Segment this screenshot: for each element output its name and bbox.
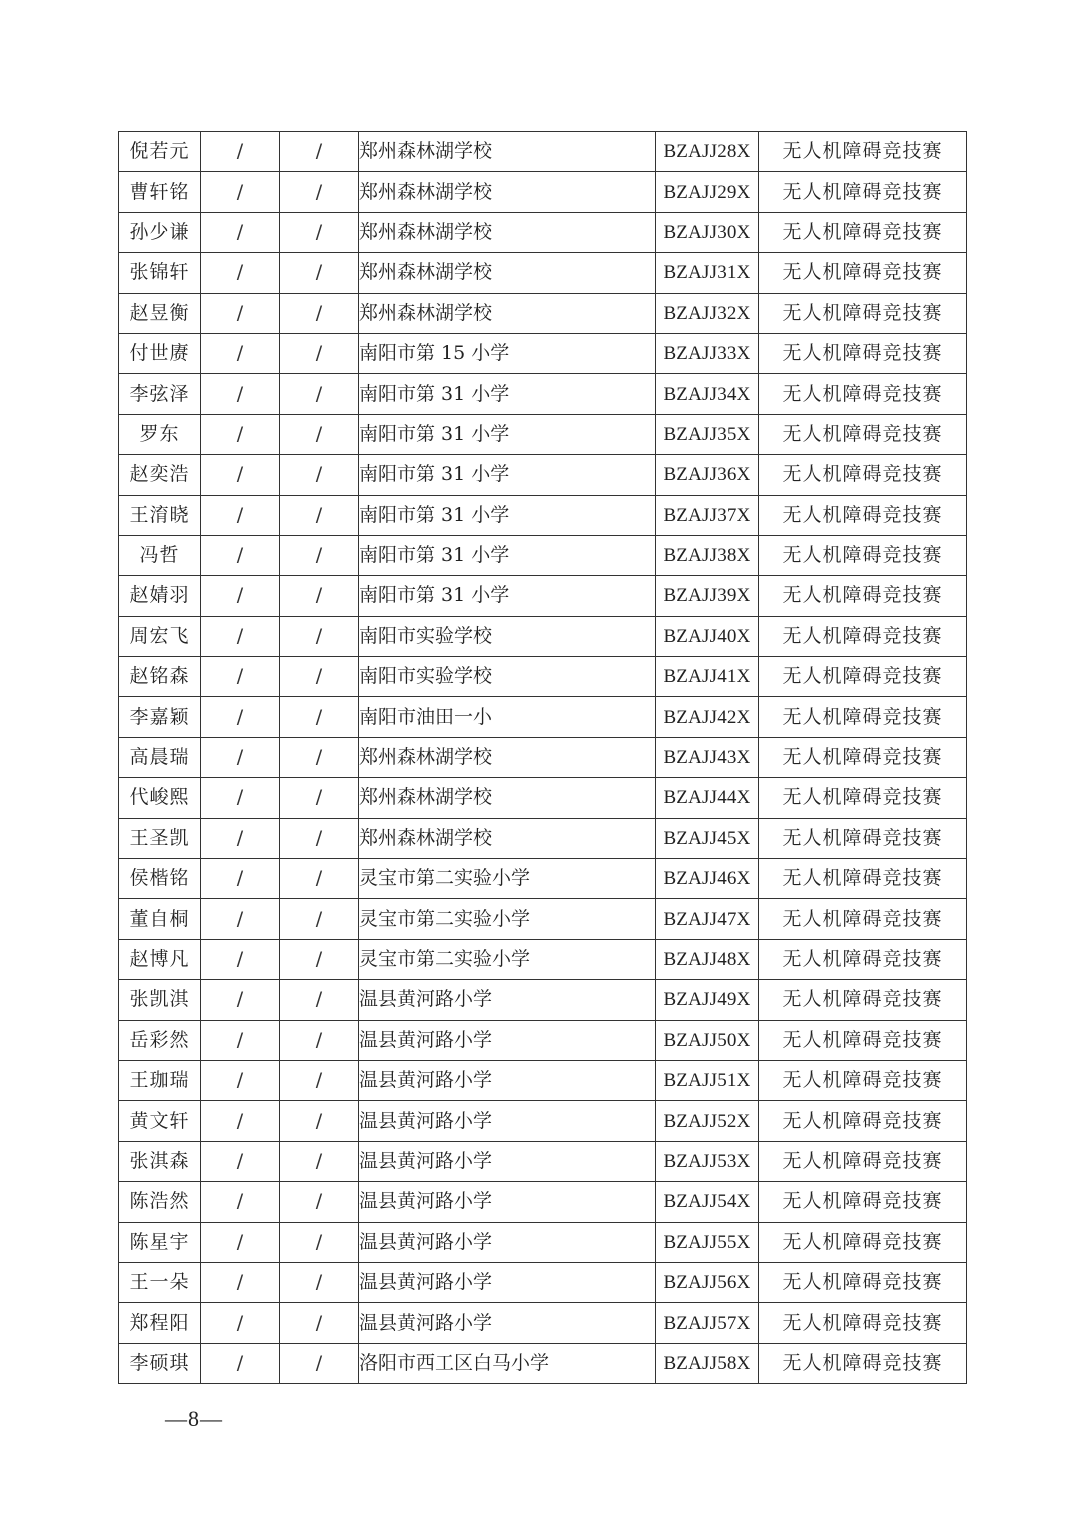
page-number: —8— — [165, 1406, 223, 1431]
empty-marker-cell: / — [201, 1182, 280, 1222]
school-name-cell: 温县黄河路小学 — [359, 1182, 656, 1222]
event-name-cell: 无人机障碍竞技赛 — [759, 374, 967, 414]
empty-marker-cell: / — [280, 1343, 359, 1383]
empty-marker-cell: / — [201, 535, 280, 575]
registration-code-cell: BZAJJ53X — [656, 1141, 759, 1181]
event-name-cell: 无人机障碍竞技赛 — [759, 1222, 967, 1262]
registration-code-cell: BZAJJ29X — [656, 172, 759, 212]
participant-name-cell: 王珈瑞 — [119, 1060, 201, 1100]
table-row — [119, 1101, 967, 1141]
event-name-cell: 无人机障碍竞技赛 — [759, 859, 967, 899]
empty-marker-cell: / — [280, 1182, 359, 1222]
school-name-cell: 郑州森林湖学校 — [359, 778, 656, 818]
participant-name-cell: 侯楷铭 — [119, 859, 201, 899]
participant-name-cell: 赵奕浩 — [119, 455, 201, 495]
registration-code-cell: BZAJJ47X — [656, 899, 759, 939]
participant-name-cell: 郑程阳 — [119, 1303, 201, 1343]
event-name-cell: 无人机障碍竞技赛 — [759, 455, 967, 495]
table-row — [119, 1303, 967, 1343]
table-row — [119, 737, 967, 777]
event-name-cell: 无人机障碍竞技赛 — [759, 980, 967, 1020]
empty-marker-cell: / — [201, 939, 280, 979]
empty-marker-cell: / — [201, 576, 280, 616]
event-name-cell: 无人机障碍竞技赛 — [759, 1060, 967, 1100]
event-name-cell: 无人机障碍竞技赛 — [759, 1343, 967, 1383]
event-name-cell: 无人机障碍竞技赛 — [759, 1101, 967, 1141]
event-name-cell: 无人机障碍竞技赛 — [759, 657, 967, 697]
registration-code-cell: BZAJJ31X — [656, 253, 759, 293]
school-name-cell: 南阳市第 31 小学 — [359, 374, 656, 414]
table-row — [119, 818, 967, 858]
empty-marker-cell: / — [201, 1101, 280, 1141]
registration-code-cell: BZAJJ28X — [656, 132, 759, 172]
table-row — [119, 455, 967, 495]
empty-marker-cell: / — [280, 616, 359, 656]
participant-name-cell: 张淇森 — [119, 1141, 201, 1181]
empty-marker-cell: / — [280, 980, 359, 1020]
empty-marker-cell: / — [280, 333, 359, 373]
empty-marker-cell: / — [201, 414, 280, 454]
participant-name-cell: 冯哲 — [119, 535, 201, 575]
event-name-cell: 无人机障碍竞技赛 — [759, 172, 967, 212]
event-name-cell: 无人机障碍竞技赛 — [759, 899, 967, 939]
empty-marker-cell: / — [201, 1222, 280, 1262]
empty-marker-cell: / — [201, 818, 280, 858]
table-row — [119, 980, 967, 1020]
table-row — [119, 1343, 967, 1383]
registration-code-cell: BZAJJ50X — [656, 1020, 759, 1060]
participant-name-cell: 陈星宇 — [119, 1222, 201, 1262]
school-name-cell: 温县黄河路小学 — [359, 1262, 656, 1302]
participant-name-cell: 陈浩然 — [119, 1182, 201, 1222]
table-row — [119, 697, 967, 737]
empty-marker-cell: / — [201, 1343, 280, 1383]
event-name-cell: 无人机障碍竞技赛 — [759, 414, 967, 454]
table-row — [119, 495, 967, 535]
empty-marker-cell: / — [280, 1141, 359, 1181]
registration-code-cell: BZAJJ35X — [656, 414, 759, 454]
empty-marker-cell: / — [201, 1020, 280, 1060]
table-row — [119, 212, 967, 252]
participant-name-cell: 代峻熙 — [119, 778, 201, 818]
school-name-cell: 南阳市实验学校 — [359, 657, 656, 697]
empty-marker-cell: / — [201, 253, 280, 293]
school-name-cell: 郑州森林湖学校 — [359, 212, 656, 252]
empty-marker-cell: / — [201, 172, 280, 212]
school-name-cell: 郑州森林湖学校 — [359, 737, 656, 777]
school-name-cell: 温县黄河路小学 — [359, 1060, 656, 1100]
participant-name-cell: 王一朵 — [119, 1262, 201, 1302]
empty-marker-cell: / — [201, 1141, 280, 1181]
empty-marker-cell: / — [280, 737, 359, 777]
registration-code-cell: BZAJJ37X — [656, 495, 759, 535]
empty-marker-cell: / — [201, 899, 280, 939]
school-name-cell: 南阳市第 31 小学 — [359, 535, 656, 575]
registration-code-cell: BZAJJ30X — [656, 212, 759, 252]
table-row — [119, 778, 967, 818]
event-name-cell: 无人机障碍竞技赛 — [759, 939, 967, 979]
empty-marker-cell: / — [201, 657, 280, 697]
event-name-cell: 无人机障碍竞技赛 — [759, 818, 967, 858]
table-row — [119, 1141, 967, 1181]
empty-marker-cell: / — [201, 495, 280, 535]
event-name-cell: 无人机障碍竞技赛 — [759, 1020, 967, 1060]
empty-marker-cell: / — [201, 455, 280, 495]
table-row — [119, 657, 967, 697]
empty-marker-cell: / — [280, 1060, 359, 1100]
registration-code-cell: BZAJJ52X — [656, 1101, 759, 1141]
empty-marker-cell: / — [280, 859, 359, 899]
participant-name-cell: 付世赓 — [119, 333, 201, 373]
table-row — [119, 132, 967, 172]
school-name-cell: 郑州森林湖学校 — [359, 172, 656, 212]
participant-name-cell: 黄文轩 — [119, 1101, 201, 1141]
empty-marker-cell: / — [280, 818, 359, 858]
school-name-cell: 郑州森林湖学校 — [359, 818, 656, 858]
registration-code-cell: BZAJJ46X — [656, 859, 759, 899]
event-name-cell: 无人机障碍竞技赛 — [759, 535, 967, 575]
empty-marker-cell: / — [280, 495, 359, 535]
empty-marker-cell: / — [280, 657, 359, 697]
event-name-cell: 无人机障碍竞技赛 — [759, 1262, 967, 1302]
registration-code-cell: BZAJJ40X — [656, 616, 759, 656]
participant-name-cell: 王淯晓 — [119, 495, 201, 535]
empty-marker-cell: / — [280, 172, 359, 212]
participant-name-cell: 周宏飞 — [119, 616, 201, 656]
empty-marker-cell: / — [280, 1101, 359, 1141]
event-name-cell: 无人机障碍竞技赛 — [759, 293, 967, 333]
empty-marker-cell: / — [280, 414, 359, 454]
registration-code-cell: BZAJJ32X — [656, 293, 759, 333]
empty-marker-cell: / — [201, 374, 280, 414]
table-row — [119, 576, 967, 616]
registration-code-cell: BZAJJ36X — [656, 455, 759, 495]
participant-name-cell: 赵铭森 — [119, 657, 201, 697]
table-row — [119, 1182, 967, 1222]
participant-name-cell: 倪若元 — [119, 132, 201, 172]
empty-marker-cell: / — [201, 778, 280, 818]
table-row — [119, 535, 967, 575]
school-name-cell: 温县黄河路小学 — [359, 1303, 656, 1343]
table-row — [119, 899, 967, 939]
registration-code-cell: BZAJJ38X — [656, 535, 759, 575]
school-name-cell: 温县黄河路小学 — [359, 1101, 656, 1141]
school-name-cell: 温县黄河路小学 — [359, 1020, 656, 1060]
registration-code-cell: BZAJJ49X — [656, 980, 759, 1020]
empty-marker-cell: / — [280, 939, 359, 979]
event-name-cell: 无人机障碍竞技赛 — [759, 212, 967, 252]
school-name-cell: 温县黄河路小学 — [359, 1141, 656, 1181]
registration-code-cell: BZAJJ43X — [656, 737, 759, 777]
registration-code-cell: BZAJJ56X — [656, 1262, 759, 1302]
registration-code-cell: BZAJJ54X — [656, 1182, 759, 1222]
registration-code-cell: BZAJJ41X — [656, 657, 759, 697]
empty-marker-cell: / — [280, 1222, 359, 1262]
participant-name-cell: 张锦轩 — [119, 253, 201, 293]
table-row — [119, 333, 967, 373]
empty-marker-cell: / — [201, 1262, 280, 1302]
participant-name-cell: 李嘉颖 — [119, 697, 201, 737]
school-name-cell: 南阳市第 31 小学 — [359, 455, 656, 495]
participant-name-cell: 孙少谦 — [119, 212, 201, 252]
empty-marker-cell: / — [201, 132, 280, 172]
table-row — [119, 1060, 967, 1100]
school-name-cell: 南阳市第 31 小学 — [359, 495, 656, 535]
registration-code-cell: BZAJJ55X — [656, 1222, 759, 1262]
empty-marker-cell: / — [280, 1262, 359, 1302]
participant-name-cell: 董自桐 — [119, 899, 201, 939]
participant-table — [118, 131, 967, 1384]
registration-code-cell: BZAJJ45X — [656, 818, 759, 858]
school-name-cell: 温县黄河路小学 — [359, 1222, 656, 1262]
event-name-cell: 无人机障碍竞技赛 — [759, 697, 967, 737]
empty-marker-cell: / — [201, 1060, 280, 1100]
event-name-cell: 无人机障碍竞技赛 — [759, 576, 967, 616]
empty-marker-cell: / — [280, 293, 359, 333]
event-name-cell: 无人机障碍竞技赛 — [759, 1303, 967, 1343]
participant-name-cell: 李弦泽 — [119, 374, 201, 414]
participant-name-cell: 高晨瑞 — [119, 737, 201, 777]
participant-name-cell: 赵婧羽 — [119, 576, 201, 616]
school-name-cell: 郑州森林湖学校 — [359, 253, 656, 293]
registration-code-cell: BZAJJ34X — [656, 374, 759, 414]
registration-code-cell: BZAJJ48X — [656, 939, 759, 979]
participant-name-cell: 张凯淇 — [119, 980, 201, 1020]
empty-marker-cell: / — [201, 333, 280, 373]
school-name-cell: 南阳市第 15 小学 — [359, 333, 656, 373]
event-name-cell: 无人机障碍竞技赛 — [759, 1182, 967, 1222]
registration-code-cell: BZAJJ39X — [656, 576, 759, 616]
empty-marker-cell: / — [201, 616, 280, 656]
empty-marker-cell: / — [280, 899, 359, 939]
table-row — [119, 172, 967, 212]
empty-marker-cell: / — [280, 576, 359, 616]
table-row — [119, 939, 967, 979]
participant-name-cell: 李硕琪 — [119, 1343, 201, 1383]
school-name-cell: 郑州森林湖学校 — [359, 293, 656, 333]
registration-code-cell: BZAJJ33X — [656, 333, 759, 373]
event-name-cell: 无人机障碍竞技赛 — [759, 253, 967, 293]
event-name-cell: 无人机障碍竞技赛 — [759, 333, 967, 373]
participant-name-cell: 曹轩铭 — [119, 172, 201, 212]
school-name-cell: 灵宝市第二实验小学 — [359, 859, 656, 899]
school-name-cell: 灵宝市第二实验小学 — [359, 899, 656, 939]
participant-name-cell: 王圣凯 — [119, 818, 201, 858]
table-row — [119, 1262, 967, 1302]
empty-marker-cell: / — [280, 253, 359, 293]
school-name-cell: 南阳市实验学校 — [359, 616, 656, 656]
participant-name-cell: 赵昱衡 — [119, 293, 201, 333]
participant-name-cell: 罗东 — [119, 414, 201, 454]
empty-marker-cell: / — [280, 778, 359, 818]
registration-code-cell: BZAJJ42X — [656, 697, 759, 737]
table-row — [119, 616, 967, 656]
event-name-cell: 无人机障碍竞技赛 — [759, 616, 967, 656]
empty-marker-cell: / — [201, 293, 280, 333]
table-row — [119, 374, 967, 414]
participant-table-body — [119, 132, 967, 1384]
table-row — [119, 1222, 967, 1262]
table-row — [119, 1020, 967, 1060]
school-name-cell: 郑州森林湖学校 — [359, 132, 656, 172]
table-row — [119, 859, 967, 899]
empty-marker-cell: / — [201, 980, 280, 1020]
empty-marker-cell: / — [280, 212, 359, 252]
event-name-cell: 无人机障碍竞技赛 — [759, 1141, 967, 1181]
school-name-cell: 南阳市第 31 小学 — [359, 576, 656, 616]
event-name-cell: 无人机障碍竞技赛 — [759, 737, 967, 777]
school-name-cell: 温县黄河路小学 — [359, 980, 656, 1020]
empty-marker-cell: / — [280, 374, 359, 414]
empty-marker-cell: / — [280, 535, 359, 575]
table-row — [119, 293, 967, 333]
empty-marker-cell: / — [201, 212, 280, 252]
event-name-cell: 无人机障碍竞技赛 — [759, 495, 967, 535]
empty-marker-cell: / — [201, 1303, 280, 1343]
empty-marker-cell: / — [280, 697, 359, 737]
participant-name-cell: 岳彩然 — [119, 1020, 201, 1060]
table-row — [119, 253, 967, 293]
table-row — [119, 414, 967, 454]
participant-name-cell: 赵博凡 — [119, 939, 201, 979]
empty-marker-cell: / — [201, 697, 280, 737]
empty-marker-cell: / — [280, 1020, 359, 1060]
registration-code-cell: BZAJJ57X — [656, 1303, 759, 1343]
empty-marker-cell: / — [201, 737, 280, 777]
school-name-cell: 南阳市第 31 小学 — [359, 414, 656, 454]
registration-code-cell: BZAJJ44X — [656, 778, 759, 818]
registration-code-cell: BZAJJ51X — [656, 1060, 759, 1100]
registration-code-cell: BZAJJ58X — [656, 1343, 759, 1383]
school-name-cell: 灵宝市第二实验小学 — [359, 939, 656, 979]
empty-marker-cell: / — [280, 1303, 359, 1343]
empty-marker-cell: / — [201, 859, 280, 899]
empty-marker-cell: / — [280, 455, 359, 495]
empty-marker-cell: / — [280, 132, 359, 172]
school-name-cell: 南阳市油田一小 — [359, 697, 656, 737]
event-name-cell: 无人机障碍竞技赛 — [759, 132, 967, 172]
event-name-cell: 无人机障碍竞技赛 — [759, 778, 967, 818]
school-name-cell: 洛阳市西工区白马小学 — [359, 1343, 656, 1383]
